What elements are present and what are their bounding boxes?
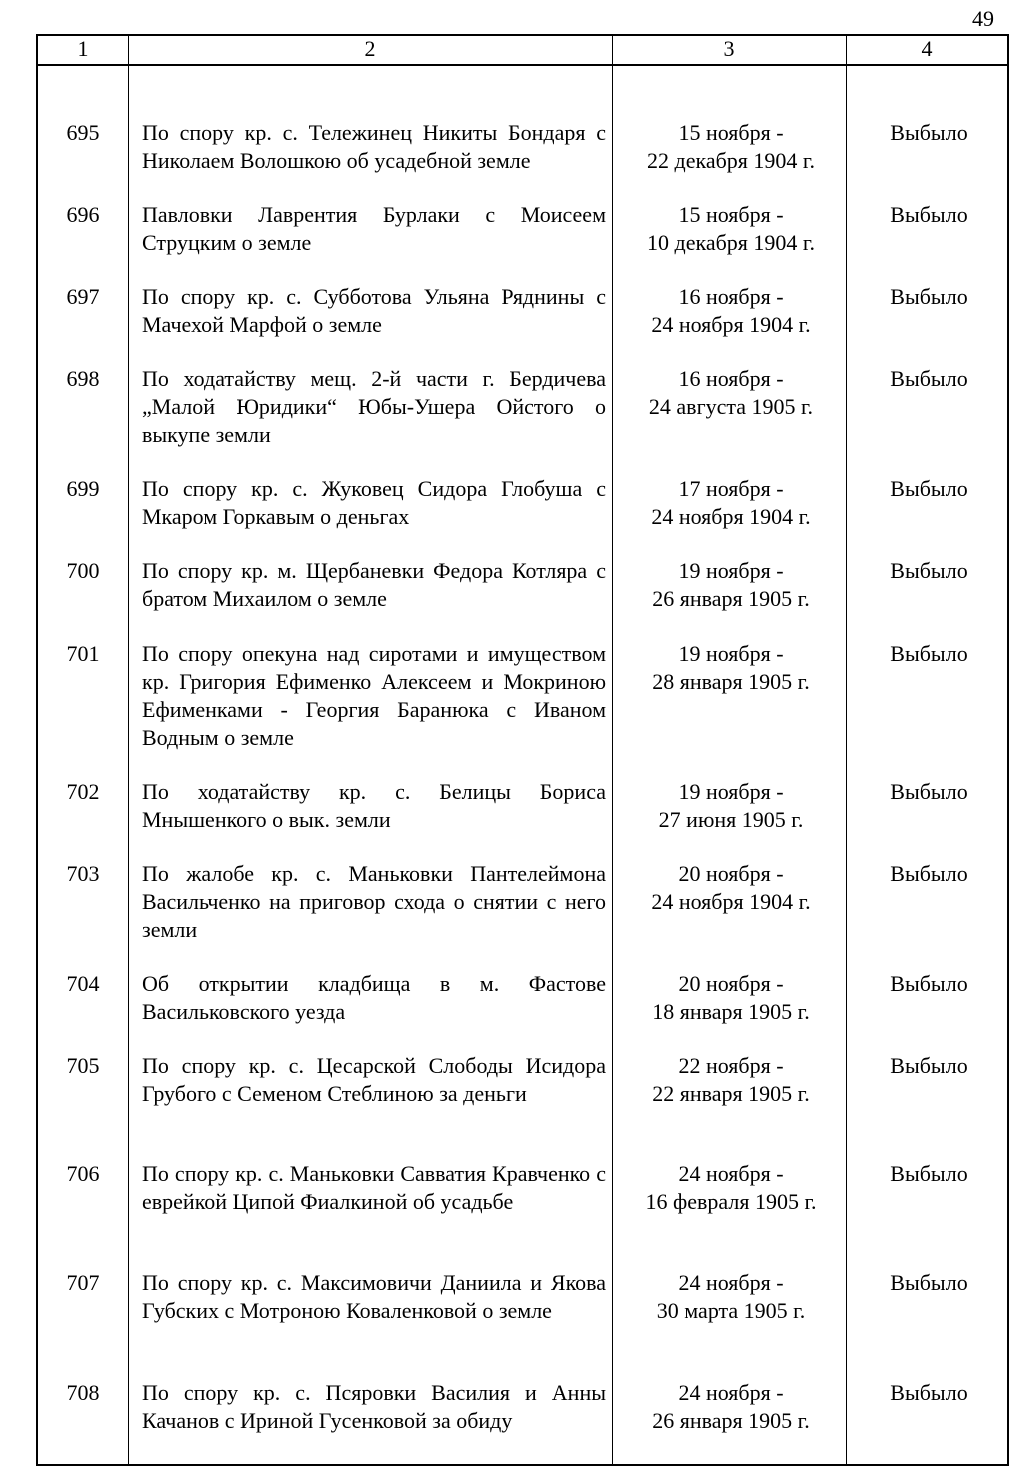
- row-dates: [616, 557, 846, 613]
- date-end: 27 июня 1905 г.: [658, 807, 804, 832]
- date-start: 22 ноября -: [678, 1053, 784, 1078]
- row-description: По спору кр. с. Маньковки Савватия Кравченко с еврейкой Ципой Фиалкиной об усадьбе: [142, 1161, 606, 1214]
- date-end: 24 ноября 1904 г.: [651, 889, 811, 914]
- row-number: 696: [66, 202, 100, 227]
- row-dates: [616, 201, 846, 257]
- date-end: 30 марта 1905 г.: [656, 1298, 806, 1323]
- row-status: Выбыло: [890, 202, 968, 227]
- column-header-4: 4: [921, 36, 933, 61]
- date-start: 19 ноября -: [678, 779, 784, 804]
- row-dates: [616, 970, 846, 1026]
- date-start: 15 ноября -: [678, 120, 784, 145]
- table-header: [38, 36, 1007, 66]
- row-dates: [616, 860, 846, 916]
- row-description: По спору кр. с. Псяровки Василия и Анны Качанов с Ириной Гусенковой за обиду: [142, 1380, 606, 1433]
- row-number: 702: [66, 779, 100, 804]
- date-start: 24 ноября -: [678, 1270, 784, 1295]
- row-description: По спору опекуна над сиротами и имуществом кр. Григория Ефименко Алексеем и Мокриною Ефименками - Георгия Баранюка с Иваном Водным о земле: [142, 641, 606, 750]
- date-start: 15 ноября -: [678, 202, 784, 227]
- row-dates: [616, 778, 846, 834]
- date-end: 22 января 1905 г.: [652, 1081, 810, 1106]
- date-start: 20 ноября -: [678, 971, 784, 996]
- row-dates: [616, 640, 846, 696]
- date-end: 10 декабря 1904 г.: [647, 230, 815, 255]
- row-status: Выбыло: [890, 1161, 968, 1186]
- row-number: 699: [66, 476, 100, 501]
- row-status: Выбыло: [890, 971, 968, 996]
- date-start: 20 ноября -: [678, 861, 784, 886]
- row-description: По спору кр. с. Максимовичи Даниила и Якова Губских с Мотроною Коваленковой о земле: [142, 1270, 606, 1323]
- date-start: 24 ноября -: [678, 1380, 784, 1405]
- row-number: 704: [66, 971, 100, 996]
- date-start: 16 ноября -: [678, 284, 784, 309]
- row-status: Выбыло: [890, 1380, 968, 1405]
- column-header-2: 2: [364, 36, 376, 61]
- date-end: 26 января 1905 г.: [652, 1408, 810, 1433]
- row-number: 698: [66, 366, 100, 391]
- row-number: 706: [66, 1161, 100, 1186]
- date-start: 17 ноября -: [678, 476, 784, 501]
- row-description: По спору кр. с. Жуковец Сидора Глобуша с Мкаром Горкавым о деньгах: [142, 476, 606, 529]
- row-status: Выбыло: [890, 284, 968, 309]
- row-status: Выбыло: [890, 558, 968, 583]
- row-status: Выбыло: [890, 641, 968, 666]
- row-description: По спору кр. с. Субботова Ульяна Ряднины с Мачехой Марфой о земле: [142, 284, 606, 337]
- row-description: По спору кр. с. Цесарской Слободы Исидора Грубого с Семеном Стеблиною за деньги: [142, 1053, 606, 1106]
- column-divider: [612, 36, 613, 1464]
- row-number: 701: [66, 641, 100, 666]
- row-dates: [616, 283, 846, 339]
- date-start: 19 ноября -: [678, 641, 784, 666]
- row-status: Выбыло: [890, 1270, 968, 1295]
- date-end: 24 ноября 1904 г.: [651, 312, 811, 337]
- date-end: 24 ноября 1904 г.: [651, 504, 811, 529]
- date-start: 16 ноября -: [678, 366, 784, 391]
- row-status: Выбыло: [890, 476, 968, 501]
- row-description: По спору кр. м. Щербаневки Федора Котляра с братом Михаилом о земле: [142, 558, 606, 611]
- row-description: По ходатайству мещ. 2-й части г. Бердичева „Малой Юридики“ Юбы-Ушера Ойстого о выкупе земли: [142, 366, 606, 447]
- row-status: Выбыло: [890, 120, 968, 145]
- row-status: Выбыло: [890, 1053, 968, 1078]
- row-description: По ходатайству кр. с. Белицы Бориса Мнышенкого о вык. земли: [142, 779, 606, 832]
- row-dates: [616, 1160, 846, 1216]
- date-end: 28 января 1905 г.: [652, 669, 810, 694]
- date-end: 24 августа 1905 г.: [648, 394, 814, 419]
- row-number: 703: [66, 861, 100, 886]
- date-start: 19 ноября -: [678, 558, 784, 583]
- date-start: 24 ноября -: [678, 1161, 784, 1186]
- column-header-3: 3: [723, 36, 735, 61]
- column-divider: [128, 36, 129, 1464]
- row-dates: [616, 1052, 846, 1108]
- date-end: 22 декабря 1904 г.: [647, 148, 815, 173]
- row-number: 697: [66, 284, 100, 309]
- row-dates: [616, 475, 846, 531]
- date-end: 18 января 1905 г.: [652, 999, 810, 1024]
- row-number: 707: [66, 1270, 100, 1295]
- row-dates: [616, 1269, 846, 1325]
- row-description: По спору кр. с. Тележинец Никиты Бондаря с Николаем Волошкою об усадебной земле: [142, 120, 606, 173]
- column-divider: [846, 36, 847, 1464]
- row-dates: [616, 365, 846, 421]
- row-description: По жалобе кр. с. Маньковки Пантелеймона Васильченко на приговор схода о снятии с него земли: [142, 861, 606, 942]
- row-number: 695: [66, 120, 100, 145]
- row-number: 700: [66, 558, 100, 583]
- date-end: 26 января 1905 г.: [652, 586, 810, 611]
- row-dates: [616, 1379, 846, 1435]
- row-status: Выбыло: [890, 366, 968, 391]
- row-number: 708: [66, 1380, 100, 1405]
- records-table: [36, 34, 1009, 1466]
- row-dates: [616, 119, 846, 175]
- page-number: 49: [972, 6, 994, 31]
- row-status: Выбыло: [890, 861, 968, 886]
- date-end: 16 февраля 1905 г.: [645, 1189, 817, 1214]
- row-number: 705: [66, 1053, 100, 1078]
- row-description: Павловки Лаврентия Бурлаки с Моисеем Струцким о земле: [142, 202, 606, 255]
- column-header-1: 1: [77, 36, 89, 61]
- row-status: Выбыло: [890, 779, 968, 804]
- row-description: Об открытии кладбища в м. Фастове Васильковского уезда: [142, 971, 606, 1024]
